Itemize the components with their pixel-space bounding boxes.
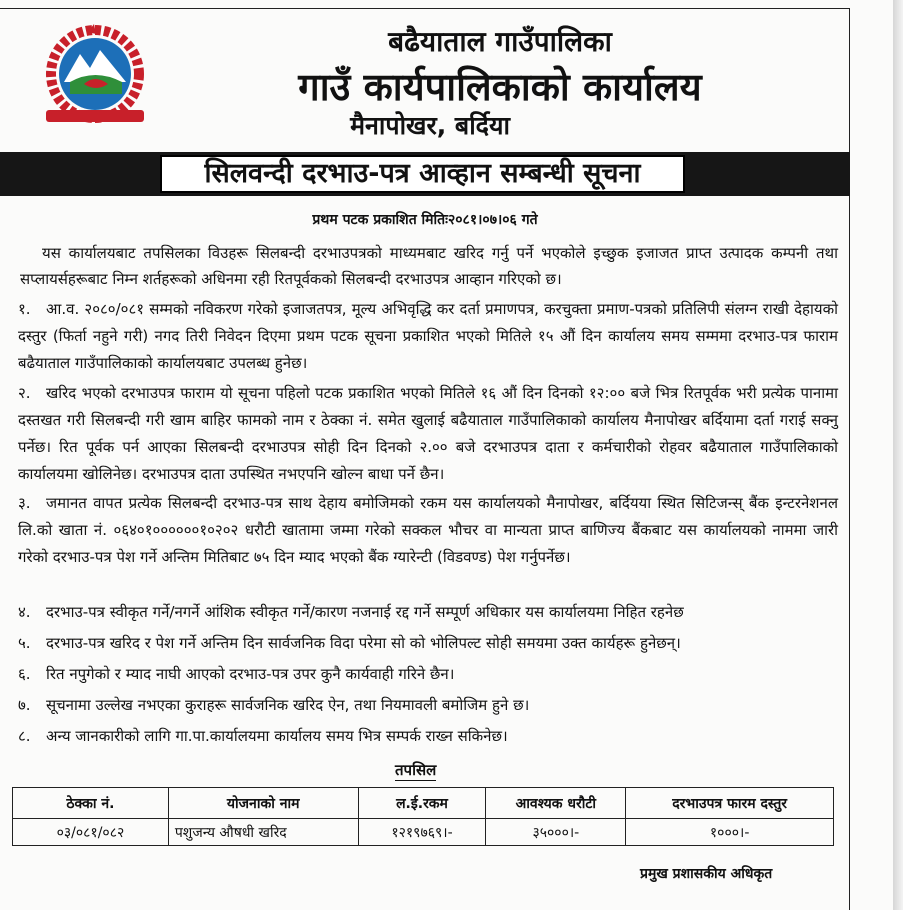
- clause-number: ४.: [18, 603, 31, 621]
- clause-4: [18, 599, 838, 626]
- page-edge-shadow: [893, 0, 903, 910]
- table-caption: तपसिल: [395, 761, 437, 779]
- clause-text: जमानत वापत प्रत्येक सिलबन्दी दरभाउ-पत्र साथ देहाय बमोजिमको रकम यस कार्यालयको मैनापोखर, बर्दियया स्थित सिटिजन्स् बैंक इन्टरनेशनल लि.को खाता नं. ०६४०१००००००१०२०२ धरौटी खातामा जम्मा गरेको सक्कल भौचर वा मान्यता प्राप्त बाणिज्य बैंकबाट यस कार्यालयको नाममा जारी गरेको दरभाउ-पत्र पेश गर्ने अन्तिम मितिबाट ७५ दिन म्याद भएको बैंक ग्यारेन्टी (विडवण्ड) पेश गर्नुपर्नेछ।: [18, 494, 838, 566]
- cell-contract-no: ०३/०८१/०८२: [13, 819, 169, 846]
- tender-table: [12, 787, 834, 846]
- table-row: [13, 819, 834, 846]
- cell-form-fee: १०००।-: [626, 819, 834, 846]
- clause-6: [18, 661, 838, 688]
- clause-text: खरिद भएको दरभाउपत्र फाराम यो सूचना पहिलो पटक प्रकाशित भएको मितिले १६ औं दिन दिनको १२:०० बजे भित्र रितपूर्वक भरी प्रत्येक पानामा दस्तखत गरी सिलबन्दी गरी खाम बाहिर फामको नाम र ठेक्का नं. समेत खुलाई बढैयाताल गाउँपालिकाको कार्यालय मैनापोखर बर्दियामा दर्ता गराई सक्नु पर्नेछ। रित पूर्वक पर्न आएका सिलबन्दी दरभाउपत्र सोही दिन दिनको २.०० बजे दरभाउपत्र दाता र कर्मचारीको रोहवर बढैयाताल गाउँपालिकाको कार्यालयमा खोलिनेछ। दरभाउपत्र दाता उपस्थित नभएपनि खोल्न बाधा पर्ने छैन।: [18, 384, 838, 483]
- publish-date: प्रथम पटक प्रकाशित मितिः२०८१।०७।०६ गते: [312, 212, 538, 228]
- table-header-row: [13, 788, 834, 819]
- office-name: गाउँ कार्यपालिकाको कार्यालय: [298, 65, 702, 109]
- municipality-name: बढैयाताल गाउँपालिका: [388, 25, 612, 58]
- clause-text: अन्य जानकारीको लागि गा.पा.कार्यालयमा कार्यालय समय भित्र सम्पर्क राख्न सकिनेछ।: [46, 727, 508, 745]
- clause-number: ३.: [18, 494, 31, 512]
- clause-8: [18, 723, 838, 750]
- notice-title: सिलवन्दी दरभाउ-पत्र आव्हान सम्बन्धी सूचना: [160, 155, 685, 193]
- header-form-fee: दरभाउपत्र फारम दस्तुर: [626, 788, 834, 819]
- clause-number: ८.: [18, 727, 31, 745]
- clause-number: ६.: [18, 665, 31, 683]
- clause-1: [18, 296, 838, 377]
- clause-7: [18, 692, 838, 719]
- signature-title: प्रमुख प्रशासकीय अधिकृत: [640, 866, 773, 882]
- header-cost-estimate: ल.ई.रकम: [358, 788, 486, 819]
- intro-paragraph: यस कार्यालयबाट तपसिलका विउहरू सिलबन्दी दरभाउपत्रको माध्यमबाट खरिद गर्नु पर्ने भएकोले इच्छुक इजाजत प्राप्त उत्पादक कम्पनी तथा सप्लायर्सहरूबाट निम्न शर्तहरूको अधिनमा रही रितपूर्वकको सिलबन्दी दरभाउपत्र आव्हान गरिएको छ।: [20, 244, 838, 288]
- header-contract-no: ठेक्का नं.: [13, 788, 169, 819]
- clause-2: [18, 380, 838, 488]
- clause-text: दरभाउ-पत्र स्वीकृत गर्ने/नगर्ने आंशिक स्वीकृत गर्ने/कारण नजनाई रद्द गर्ने सम्पूर्ण अधिकार यस कार्यालयमा निहित रहनेछ: [46, 603, 684, 621]
- header-project-name: योजनाको नाम: [168, 788, 358, 819]
- clause-text: आ.व. २०८०/०८१ सम्मको नविकरण गरेको इजाजतपत्र, मूल्य अभिवृद्धि कर दर्ता प्रमाणपत्र, करचुक्ता प्रमाण-पत्रको प्रतिलिपी संलग्न राखी देहायको दस्तुर (फिर्ता नहुने गरी) नगद तिरी निवेदन दिएमा प्रथम पटक सूचना प्रकाशित भएको मितिले १५ औं दिन कार्यालय समय सम्ममा दरभाउ-पत्र फाराम बढैयाताल गाउँपालिकाको कार्यालयबाट उपलब्ध हुनेछ।: [18, 300, 838, 372]
- clause-number: ७.: [18, 696, 31, 714]
- clause-number: २.: [18, 384, 31, 402]
- clause-text: दरभाउ-पत्र खरिद र पेश गर्ने अन्तिम दिन सार्वजनिक विदा परेमा सो को भोलिपल्ट सोही समयमा उक्त कार्यहरू हुनेछन्।: [46, 634, 681, 652]
- cell-project-name: पशुजन्य औषधी खरिद: [168, 819, 358, 846]
- clause-number: ५.: [18, 634, 31, 652]
- nepal-government-emblem-icon: [36, 24, 154, 130]
- clause-5: [18, 630, 838, 657]
- cell-cost-estimate: १२१९७६९।-: [358, 819, 486, 846]
- clause-text: सूचनामा उल्लेख नभएका कुराहरू सार्वजनिक खरिद ऐन, तथा नियमावली बमोजिम हुने छ।: [46, 696, 530, 714]
- clause-number: १.: [18, 300, 31, 318]
- cell-required-deposit: ३५०००।-: [486, 819, 626, 846]
- office-address: मैनापोखर, बर्दिया: [350, 111, 510, 140]
- header-required-deposit: आवश्यक धरौटी: [486, 788, 626, 819]
- clause-3: [18, 490, 838, 571]
- clause-text: रित नपुगेको र म्याद नाघी आएको दरभाउ-पत्र उपर कुनै कार्यवाही गरिने छैन।: [46, 665, 455, 683]
